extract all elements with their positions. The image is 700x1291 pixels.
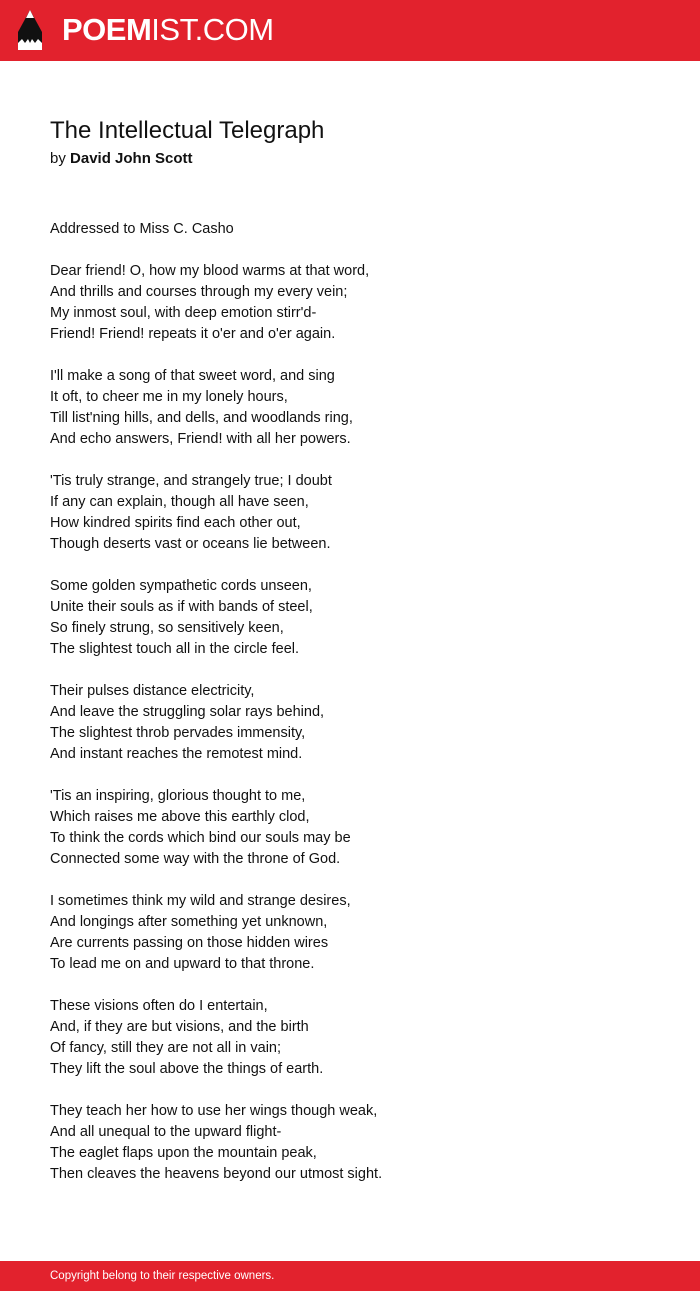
poem-line: 'Tis an inspiring, glorious thought to me, (50, 788, 306, 804)
poem-stanza (50, 681, 670, 765)
stanza-gap (50, 660, 670, 681)
poem-line: How kindred spirits find each other out, (50, 515, 301, 531)
stanza-gap (50, 765, 670, 786)
poem-line: And instant reaches the remotest mind. (50, 746, 303, 762)
stanza-gap (50, 870, 670, 891)
poem-line: The eaglet flaps upon the mountain peak, (50, 1145, 317, 1161)
stanza-gap (50, 450, 670, 471)
poem-line: Though deserts vast or oceans lie between. (50, 536, 331, 552)
poem-line: The slightest throb pervades immensity, (50, 725, 306, 741)
logo-light-text: IST.COM (151, 12, 274, 47)
byline-prefix: by (50, 150, 66, 167)
poem-line: Friend! Friend! repeats it o'er and o'er again. (50, 326, 336, 342)
poem-line: Unite their souls as if with bands of steel, (50, 599, 313, 615)
poem-line: Connected some way with the throne of God. (50, 851, 341, 867)
poem-line: And leave the struggling solar rays behind, (50, 704, 325, 720)
site-footer (0, 1261, 700, 1291)
pencil-tip-icon[interactable] (17, 9, 43, 51)
author-name: David John Scott (70, 150, 193, 167)
stanza-gap (50, 345, 670, 366)
stanza-gap (50, 1080, 670, 1101)
poem-stanza (50, 576, 670, 660)
poem-stanza (50, 471, 670, 555)
logo-bold-text: POEM (62, 12, 152, 47)
poem-line: So finely strung, so sensitively keen, (50, 620, 284, 636)
poem-line: And longings after something yet unknown, (50, 914, 328, 930)
poem-stanza (50, 891, 670, 975)
poem-line: Are currents passing on those hidden wires (50, 935, 329, 951)
site-header (0, 0, 700, 61)
site-logo[interactable] (62, 11, 274, 49)
stanza-gap (50, 240, 670, 261)
poem-line: And, if they are but visions, and the birth (50, 1019, 309, 1035)
poem-line: These visions often do I entertain, (50, 998, 268, 1014)
poem-line: Till list'ning hills, and dells, and woodlands ring, (50, 410, 353, 426)
poem-line: Dear friend! O, how my blood warms at that word, (50, 263, 370, 279)
poem-dedication: Addressed to Miss C. Casho (50, 221, 234, 237)
stanza-gap (50, 555, 670, 576)
stanza-gap (50, 975, 670, 996)
poem-line: Then cleaves the heavens beyond our utmost sight. (50, 1166, 383, 1182)
poem-stanza (50, 366, 670, 450)
poem-line: I'll make a song of that sweet word, and sing (50, 368, 335, 384)
poem-line: To think the cords which bind our souls may be (50, 830, 351, 846)
poem-stanza (50, 786, 670, 870)
poem-stanza (50, 996, 670, 1080)
poem-line: And echo answers, Friend! with all her powers. (50, 431, 351, 447)
poem-line: They lift the soul above the things of earth. (50, 1061, 324, 1077)
poem-line: Their pulses distance electricity, (50, 683, 255, 699)
poem-line: I sometimes think my wild and strange desires, (50, 893, 351, 909)
poem-stanza (50, 261, 670, 345)
poem-line: And all unequal to the upward flight- (50, 1124, 282, 1140)
poem-line: 'Tis truly strange, and strangely true; I doubt (50, 473, 332, 489)
poem-body (50, 219, 670, 1185)
poem-line: And thrills and courses through my every vein; (50, 284, 348, 300)
poem-line: To lead me on and upward to that throne. (50, 956, 315, 972)
poem-title: The Intellectual Telegraph (50, 117, 325, 144)
copyright-text: Copyright belong to their respective owners. (50, 1270, 275, 1282)
poem-line: Of fancy, still they are not all in vain; (50, 1040, 282, 1056)
byline (50, 148, 193, 169)
poem-line: My inmost soul, with deep emotion stirr'd- (50, 305, 317, 321)
poem-line: If any can explain, though all have seen, (50, 494, 309, 510)
poem-line: Which raises me above this earthly clod, (50, 809, 310, 825)
poem-line: Some golden sympathetic cords unseen, (50, 578, 312, 594)
poem-stanza (50, 1101, 670, 1185)
poem-line: The slightest touch all in the circle feel. (50, 641, 300, 657)
poem-line: It oft, to cheer me in my lonely hours, (50, 389, 288, 405)
poem-line: They teach her how to use her wings though weak, (50, 1103, 378, 1119)
